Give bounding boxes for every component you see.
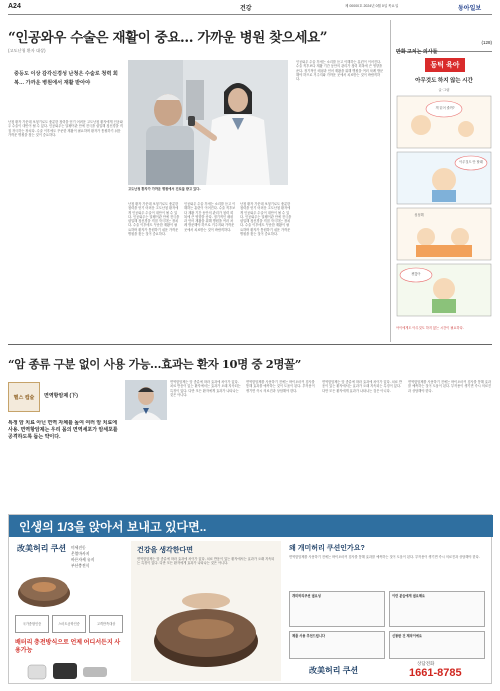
sidebar-badge: 동틱 육아 (425, 58, 465, 72)
article1-subtitle: (고도난청 환자 대상) (8, 48, 46, 53)
article2-body-col1: 면역항암제는 암 종류에 따라 효과에 차이가 있다. 치료 반응이 있는 환자에서는 효과가 오래 지속되는 특징이 있다. 다만 모든 환자에게 효과가 나타나는 것은 아니다. (170, 380, 241, 397)
sidebar-author: 글·그림 (438, 88, 450, 92)
article1-photo (128, 60, 288, 185)
feature-4: 부산충전식 (71, 563, 90, 568)
section-title: 건강 (240, 6, 252, 12)
consult-label: 상담전화 (417, 661, 435, 666)
article1-lead: 중등도 이상 감각신경성 난청은 수술로 청력 회복… 가까운 병원에서 재활 받아야 (14, 71, 118, 86)
comic-caption: 아이에게도 아무것도 하지 않는 시간이 필요하다. (396, 326, 464, 330)
column-badge (8, 382, 40, 412)
sidebar-title-text: 만화 고치는 의사들 (396, 49, 438, 55)
section-rule (8, 344, 492, 345)
cert-3: 고객만족대상 (89, 615, 123, 633)
info-box-3 (289, 631, 385, 659)
doctor-patient-illustration (128, 60, 288, 185)
sidebar-subtitle: 아무것도 하지 않는 시간 (415, 78, 473, 84)
info-box-1 (289, 591, 385, 627)
info-box-4-title: 신통한 건 제작이에요 (392, 634, 422, 638)
article1-body-right: 인공와우 수술 후에는 소리를 듣고 이해하는 훈련이 이어진다. 수술 직후보다 재활 기간 동안의 관리가 청력 회복에 큰 영향을 준다. 정기적인 매핑과 언어 재활을 위해 병원을 여러 차례 방문해야 하므로 거주지와 가까운 곳에서 치료받는 것이 바람직하다. (296, 60, 384, 82)
ad-brand: 改美허리 쿠션 (17, 544, 67, 553)
article1-headline: “인공와우 수술은 재활이 중요… 가까운 병원 찾으세요” (8, 30, 328, 46)
article2-author: 면역항암제 (下) (44, 393, 78, 399)
cushion-icon (15, 567, 73, 611)
article2-lead: 특정 암 치료 아닌 면역 자체를 높여 여러 암 치료에 사용. 면역항암제는 우리 몸의 면역세포가 암세포를 공격하도록 돕는 약이다. (8, 420, 118, 440)
comic-bubble-2: 아무것도 안 할래 (459, 160, 483, 164)
feature-3: 바른자세 유지 (71, 557, 95, 562)
ad-question: 왜 개미허리 쿠션인가요? (289, 545, 365, 552)
info-box-2 (389, 591, 485, 627)
sidebar-title (396, 40, 492, 55)
comic-bubble-1: 책 읽어 줄까? (435, 106, 455, 110)
device-image (23, 659, 113, 681)
feature-1: 미세진동 (71, 545, 86, 550)
info-box-1-title: 개미허리쿠션 필요성 (292, 594, 321, 598)
cert-2: 스마트공학인증 (52, 615, 86, 633)
author-photo (125, 380, 167, 420)
issue-info: 제 00000호 2024년 0월 0일 목요일 (345, 4, 399, 8)
photo-caption: 고도난청 환자가 가까운 병원에서 진료를 받고 있다. (128, 187, 201, 191)
header-rule (8, 14, 492, 15)
portrait-illustration (125, 380, 167, 420)
controller-icon (23, 659, 113, 681)
cert-1: 국가종합인증 (15, 615, 49, 633)
comic-illustration (396, 95, 492, 325)
comic-strip (396, 95, 492, 325)
feature-2: 온열마사지 (71, 551, 90, 556)
comic-bubble-4: 괜찮아 (411, 272, 421, 276)
cushion-product-image (141, 581, 271, 676)
ad-battery-title: 배터리 충전방식으로 언제 어디서든지 사용가능 (15, 640, 121, 654)
article1-body-center2: 인공와우 수술 후에는 소리를 듣고 이해하는 훈련이 이어진다. 수술 직후보다 재활 기간 동안의 관리가 청력 회복에 큰 영향을 준다. 정기적인 매핑과 언어 재활을 위해 병원을 여러 차례 방문해야 하므로 거주지와 가까운 곳에서 치료받는 것이 바람직하다. (184, 202, 236, 232)
ad-banner: 인생의 1/3을 앉아서 보내고 있다면.. (9, 515, 493, 537)
comic-bubble-3: 심심해 (414, 213, 424, 217)
sidebar-divider (390, 20, 391, 342)
info-box-2-title: 이런 분들에게 필요해요 (392, 594, 426, 598)
article1-body-center: 난청 환자 가운데 보청기로도 충분한 청력을 얻기 어려운 고도난청 환자에게 인공와우 수술이 대안이 될 수 있다. 인공와우는 달팽이관 안에 전극을 삽입해 청신경을 직접 자극하는 장치다. 수술 이후에도 꾸준한 재활이 필요하며 환자가 통원하기 쉬운 가까운 병원을 찾는 것이 중요하다. (128, 202, 180, 237)
masthead: 동아일보 (458, 5, 482, 12)
ad-block (8, 514, 492, 684)
article2-headline: “암 종류 구분 없이 사용 가능…효과는 환자 10명 중 2명꼴” (8, 357, 301, 371)
product-title: 건강을 생각한다면 (137, 547, 194, 554)
product-desc: 면역항암제는 암 종류에 따라 효과에 차이가 있다. 치료 반응이 있는 환자에서는 효과가 오래 지속되는 특징이 있다. 다만 모든 환자에게 효과가 나타나는 것은 아니다. (137, 557, 275, 566)
article2-body-col4: 면역항암제를 사용하기 전에는 바이오마커 검사를 통해 효과를 예측하는 것이 도움이 된다. 부작용이 생기면 즉시 의료진과 상담해야 한다. (408, 380, 492, 393)
article2-body-col3: 면역항암제는 암 종류에 따라 효과에 차이가 있다. 치료 반응이 있는 환자에서는 효과가 오래 지속되는 특징이 있다. 다만 모든 환자에게 효과가 나타나는 것은 아니다. (322, 380, 402, 393)
sidebar-number: (128) (481, 40, 492, 45)
phone-number: 1661-8785 (409, 667, 462, 679)
info-box-3-title: 제품 사용 추천드립니다 (292, 634, 326, 638)
article1-body-center3: 난청 환자 가운데 보청기로도 충분한 청력을 얻기 어려운 고도난청 환자에게 인공와우 수술이 대안이 될 수 있다. 인공와우는 달팽이관 안에 전극을 삽입해 청신경을 직접 자극하는 장치다. 수술 이후에도 꾸준한 재활이 필요하며 환자가 통원하기 쉬운 가까운 병원을 찾는 것이 중요하다. (240, 202, 292, 237)
ad-product-section (131, 541, 281, 681)
article2-body-col2: 면역항암제를 사용하기 전에는 바이오마커 검사를 통해 효과를 예측하는 것이 도움이 된다. 부작용이 생기면 즉시 의료진과 상담해야 한다. (246, 380, 315, 393)
ad-question-body: 면역항암제를 사용하기 전에는 바이오마커 검사를 통해 효과를 예측하는 것이 도움이 된다. 부작용이 생기면 즉시 의료진과 상담해야 한다. (289, 555, 480, 559)
article1-body-left: 난청 환자 가운데 보청기로도 충분한 청력을 얻기 어려운 고도난청 환자에게 인공와우 수술이 대안이 될 수 있다. 인공와우는 달팽이관 안에 전극을 삽입해 청신경을 직접 자극하는 장치다. 수술 이후에도 꾸준한 재활이 필요하며 환자가 통원하기 쉬운 가까운 병원을 찾는 것이 중요하다. (8, 120, 123, 137)
ad-footer-brand: 改美허리 쿠션 (309, 666, 359, 675)
cushion-image (15, 567, 73, 611)
page-number: A24 (8, 3, 21, 10)
info-box-4 (389, 631, 485, 659)
ad-feature-list (71, 545, 123, 569)
certification-badges (15, 613, 123, 635)
column-label: 헬스 캡슐 (13, 395, 35, 401)
